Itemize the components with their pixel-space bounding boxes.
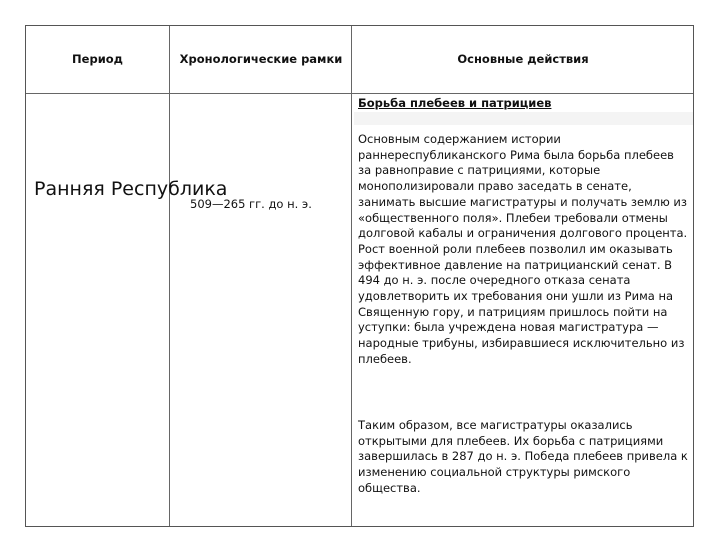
- actions-title: Борьба плебеев и патрициев: [358, 96, 552, 110]
- column-divider: [351, 26, 352, 526]
- header-period: Период: [72, 52, 123, 66]
- column-divider: [169, 26, 170, 526]
- title-shading: [354, 112, 693, 125]
- dates-cell: 509—265 гг. до н. э.: [190, 197, 312, 211]
- actions-paragraph-2: Таким образом, все магистратуры оказались открытыми для плебеев. Их борьба с патрициями завершилась в 287 до н. э. Победа плебеев привела к изменению социальной структуры римского общества.: [358, 418, 688, 495]
- header-divider: [26, 93, 693, 94]
- actions-paragraph-1: Основным содержанием истории раннереспубликанского Рима была борьба плебеев за равноправие с патрициями, которые монополизировали право заседать в сенате, занимать высшие магистратуры и получать землю из «общественного поля». Плебеи требовали отмены долговой кабалы и ограничения долгового процента. Рост военной роли плебеев позволил им оказывать эффективное давление на патрицианский сенат. В 494 до н. э. после очередного отказа сената удовлетворить их требования они ушли из Рима на Священную гору, и патрициям пришлось пойти на уступки: была учреждена новая магистратура — народные трибуны, избиравшиеся исключительно из плебеев.: [358, 132, 688, 366]
- period-cell: Ранняя Республика: [34, 178, 228, 200]
- header-actions: Основные действия: [457, 52, 589, 66]
- header-chronology: Хронологические рамки: [179, 52, 343, 66]
- history-table: [25, 25, 694, 527]
